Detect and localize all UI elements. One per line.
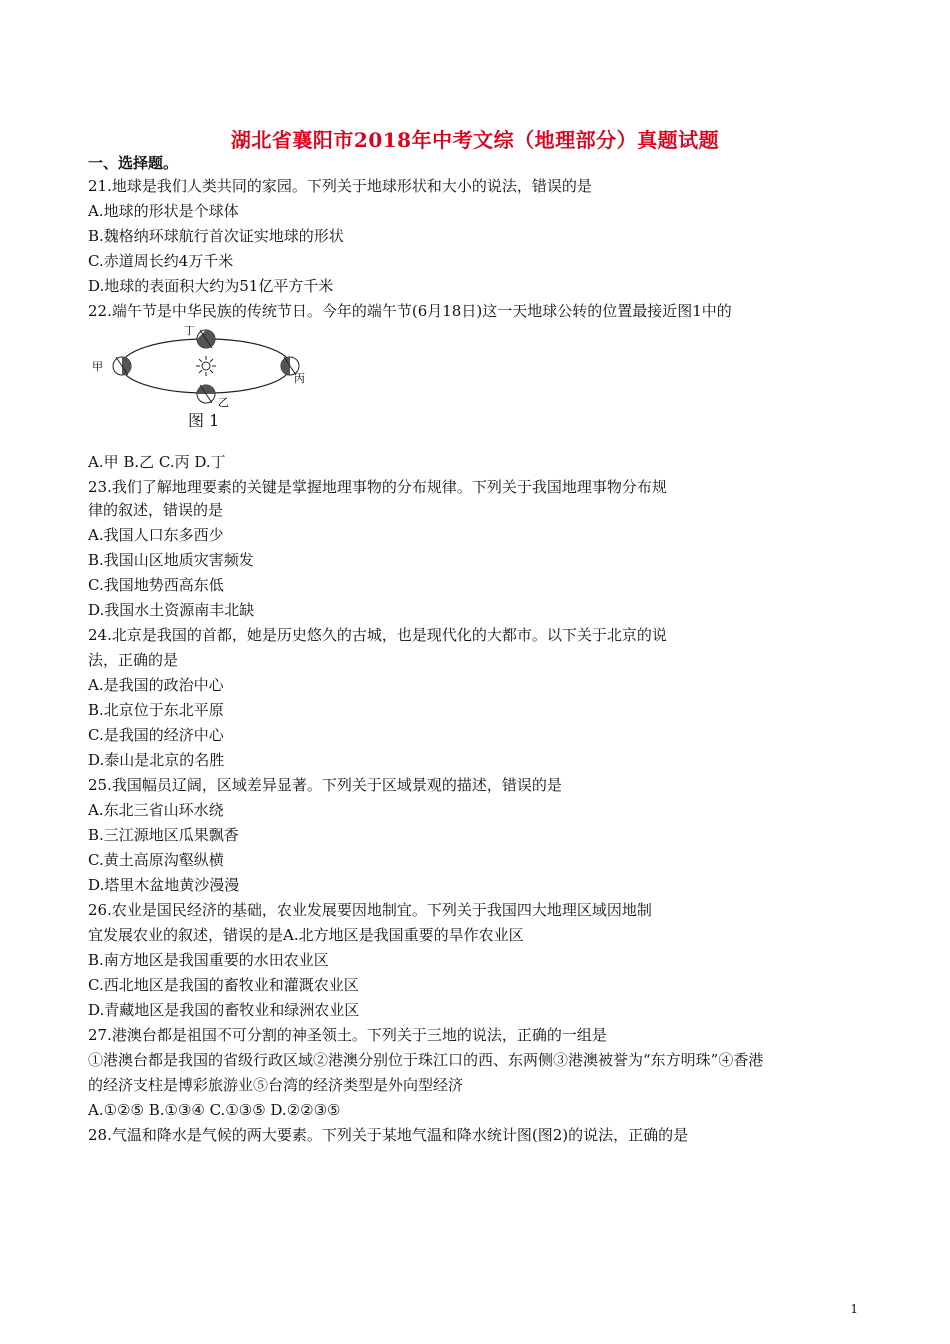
q24-option-c: C.是我国的经济中心 — [88, 726, 224, 744]
q23-option-a: A.我国人口东多西少 — [88, 526, 224, 544]
q24-stem-2: 法，正确的是 — [88, 651, 179, 669]
q27-statements-1: ①港澳台都是我国的省级行政区域②港澳分别位于珠江口的西、东两侧③港澳被誉为“东方明珠”④香港 — [88, 1051, 764, 1069]
q24-stem-1: 24.北京是我国的首都，她是历史悠久的古城，也是现代化的大都市。以下关于北京的说 — [88, 626, 667, 644]
label-ding: 丁 — [184, 326, 195, 337]
label-jia: 甲 — [92, 360, 103, 373]
q21-option-d: D.地球的表面积大约为51亿平方千米 — [88, 277, 334, 295]
q26-stem-2: 宜发展农业的叙述，错误的是A.北方地区是我国重要的旱作农业区 — [88, 926, 524, 944]
q25-option-a: A.东北三省山环水绕 — [88, 801, 224, 819]
q21-option-a: A.地球的形状是个球体 — [88, 202, 239, 220]
q23-option-b: B.我国山区地质灾害频发 — [88, 551, 254, 569]
q24-option-a: A.是我国的政治中心 — [88, 676, 224, 694]
q25-option-d: D.塔里木盆地黄沙漫漫 — [88, 876, 240, 894]
q23-option-d: D.我国水土资源南丰北缺 — [88, 601, 255, 619]
q21-option-b: B.魏格纳环球航行首次证实地球的形状 — [88, 227, 344, 245]
q26-stem-1: 26.农业是国民经济的基础，农业发展要因地制宜。下列关于我国四大地理区域因地制 — [88, 901, 652, 919]
q27-options: A.①②⑤ B.①③④ C.①③⑤ D.②②③⑤ — [88, 1101, 341, 1119]
q24-option-d: D.泰山是北京的名胜 — [88, 751, 225, 769]
document-title: 湖北省襄阳市2018年中考文综（地理部分）真题试题 — [230, 128, 720, 152]
q21-stem: 21.地球是我们人类共同的家园。下列关于地球形状和大小的说法，错误的是 — [88, 177, 592, 195]
q25-stem: 25.我国幅员辽阔，区域差异显著。下列关于区域景观的描述，错误的是 — [88, 776, 562, 794]
q21-option-c: C.赤道周长约4万千米 — [88, 252, 234, 270]
earth-position-yi — [197, 385, 215, 403]
q27-statements-2: 的经济支柱是博彩旅游业⑤台湾的经济类型是外向型经济 — [88, 1076, 464, 1094]
label-bing: 丙 — [294, 372, 305, 385]
q26-option-d: D.青藏地区是我国的畜牧业和绿洲农业区 — [88, 1001, 360, 1019]
section-heading: 一、选择题。 — [88, 154, 179, 172]
q25-option-b: B.三江源地区瓜果飘香 — [88, 826, 239, 844]
q23-option-c: C.我国地势西高东低 — [88, 576, 224, 594]
q23-stem-2: 律的叙述，错误的是 — [88, 501, 224, 519]
orbit-diagram — [88, 326, 328, 432]
q23-stem-1: 23.我们了解地理要素的关键是掌握地理事物的分布规律。下列关于我国地理事物分布规 — [88, 478, 667, 496]
earth-position-jia — [113, 357, 131, 375]
q26-option-b: B.南方地区是我国重要的水田农业区 — [88, 951, 329, 969]
sun-icon — [196, 356, 216, 376]
label-yi: 乙 — [218, 396, 229, 409]
q22-stem: 22.端午节是中华民族的传统节日。今年的端午节(6月18日)这一天地球公转的位置最接近图1中的 — [88, 302, 732, 320]
earth-position-ding — [197, 330, 215, 348]
q26-option-c: C.西北地区是我国的畜牧业和灌溉农业区 — [88, 976, 359, 994]
figure-caption: 图 1 — [188, 411, 220, 430]
q24-option-b: B.北京位于东北平原 — [88, 701, 224, 719]
q25-option-c: C.黄土高原沟壑纵横 — [88, 851, 224, 869]
q27-stem: 27.港澳台都是祖国不可分割的神圣领土。下列关于三地的说法，正确的一组是 — [88, 1026, 607, 1044]
q28-stem: 28.气温和降水是气候的两大要素。下列关于某地气温和降水统计图(图2)的说法，正确的是 — [88, 1126, 689, 1144]
page-number: 1 — [850, 1302, 858, 1316]
q22-options: A.甲 B.乙 C.丙 D.丁 — [88, 453, 226, 471]
